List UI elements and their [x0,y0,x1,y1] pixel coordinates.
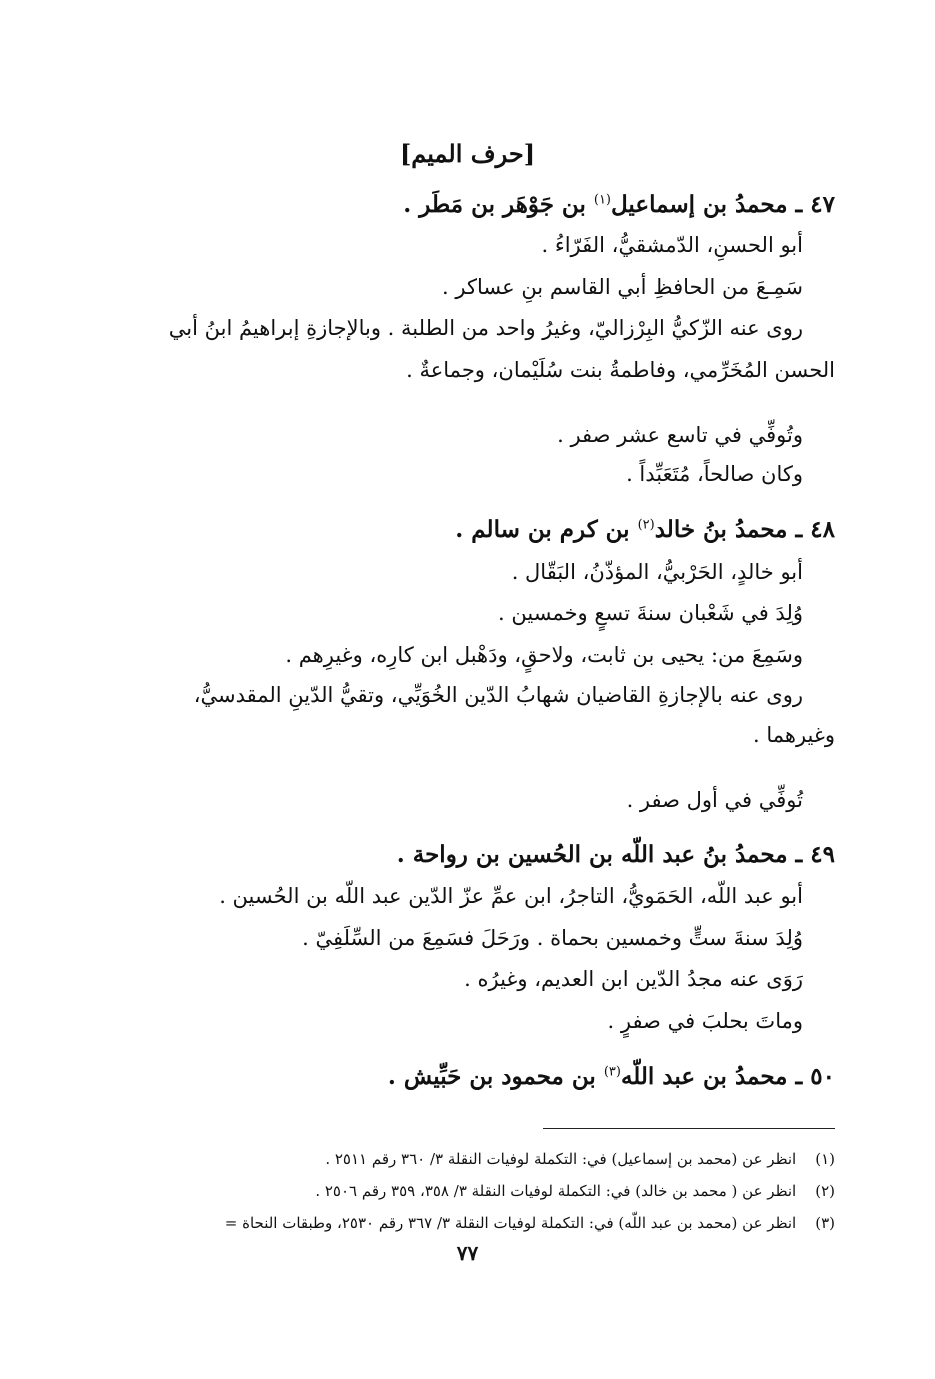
entry-48-line: تُوفِّي في أول صفر . [626,788,803,812]
footnote-ref[interactable]: (٢) [637,517,655,533]
footnote [90,1148,835,1170]
entry-name: محمدُ بن إسماعيل [611,191,788,218]
footnote-text: انظر عن (محمد بن إسماعيل) في: التكملة لوفيات النقلة ٣/ ٣٦٠ رقم ٢٥١١ . [325,1150,797,1168]
footnote-text: انظر عن (محمد بن عبد اللّه) في: التكملة لوفيات النقلة ٣/ ٣٦٧ رقم ٢٥٣٠، وطبقات النحاة = [224,1214,797,1232]
entry-name: محمدُ بنُ خالد [654,516,788,543]
entry-47-line: وتُوفِّي في تاسع عشر صفر . [557,423,803,447]
entry-48-line: وسَمِعَ من: يحيى بن ثابت، ولاحقٍ، ودَهْبل ابن كارِه، وغيرِهم . [285,643,803,667]
entry-48-line: وُلِدَ في شَعْبان سنةَ تسعٍ وخمسين . [498,601,803,625]
entry-48-line: وغيرهما . [752,723,835,747]
footnote-mark: (٣) [815,1214,835,1232]
footnote [90,1212,835,1234]
entry-47-line: سَمِـعَ من الحافظِ أبي القاسم بنِ عساكر . [442,275,803,299]
entry-50-heading [100,1062,835,1092]
entry-number: ٤٩ ـ [795,841,835,868]
entry-48-line: أبو خالدٍ، الحَرْبيُّ، المؤذّنُ، البَقّال . [511,560,803,584]
footnote-divider [543,1128,835,1129]
entry-47-heading [100,190,835,220]
entry-49-line: أبو عبد اللّه، الحَمَويُّ، التاجرُ، ابن عمِّ عزّ الدّين عبد اللّه بن الحُسين . [219,884,803,908]
entry-47-line: وكان صالحاً، مُتَعَبِّداً . [626,462,803,486]
page-number: ٧٧ [456,1241,479,1265]
footnote [90,1180,835,1202]
entry-47-line: أبو الحسنِ، الدّمشقيُّ، الفَرّاءُ . [541,233,803,257]
entry-number: ٥٠ ـ [795,1063,835,1090]
entry-49-line: وماتَ بحلبَ في صفرٍ . [607,1009,803,1033]
footnote-mark: (٢) [815,1182,835,1200]
entry-49-line: وُلِدَ سنةَ ستٍّ وخمسين بحماة . ورَحَلَ فسَمِعَ من السِّلَفِيّ . [302,926,803,950]
entry-lineage: بن كرم بن سالم . [455,516,630,543]
entry-48-heading [100,515,835,545]
footnote-text: انظر عن ( محمد بن خالد) في: التكملة لوفيات النقلة ٣/ ٣٥٨، ٣٥٩ رقم ٢٥٠٦ . [315,1182,797,1200]
entry-49-line: رَوَى عنه مجدُ الدّين ابن العديم، وغيرُه . [464,967,803,991]
footnote-mark: (١) [815,1150,835,1168]
entry-lineage: بن محمود بن حَبِّيش . [387,1063,596,1090]
entry-48-line: روى عنه بالإجازةِ القاضيان شهابُ الدّين الخُوَيِّي، وتقيُّ الدّينِ المقدسيُّ، [193,683,803,707]
entry-lineage: بن جَوْهَر بن مَطَر . [403,191,586,218]
entry-name: محمدُ بنُ عبد اللّه بن الحُسين بن رواحة . [396,841,788,868]
footnote-ref[interactable]: (٣) [603,1064,621,1080]
entry-number: ٤٧ ـ [795,191,835,218]
entry-49-heading [100,840,835,870]
entry-47-line: روى عنه الزّكيُّ البِرْزاليّ، وغيرُ واحد من الطلبة . وبالإجازةِ إبراهيمُ ابنُ أبي [168,316,803,340]
entry-number: ٤٨ ـ [795,516,835,543]
section-title: [حرف الميم] [399,139,536,168]
footnote-ref[interactable]: (١) [593,192,611,208]
entry-47-line: الحسن المُخَرِّمي، وفاطمةُ بنت سُلَيْمان، وجماعةٌ . [406,358,835,382]
entry-name: محمدُ بن عبد اللّه [620,1063,788,1090]
